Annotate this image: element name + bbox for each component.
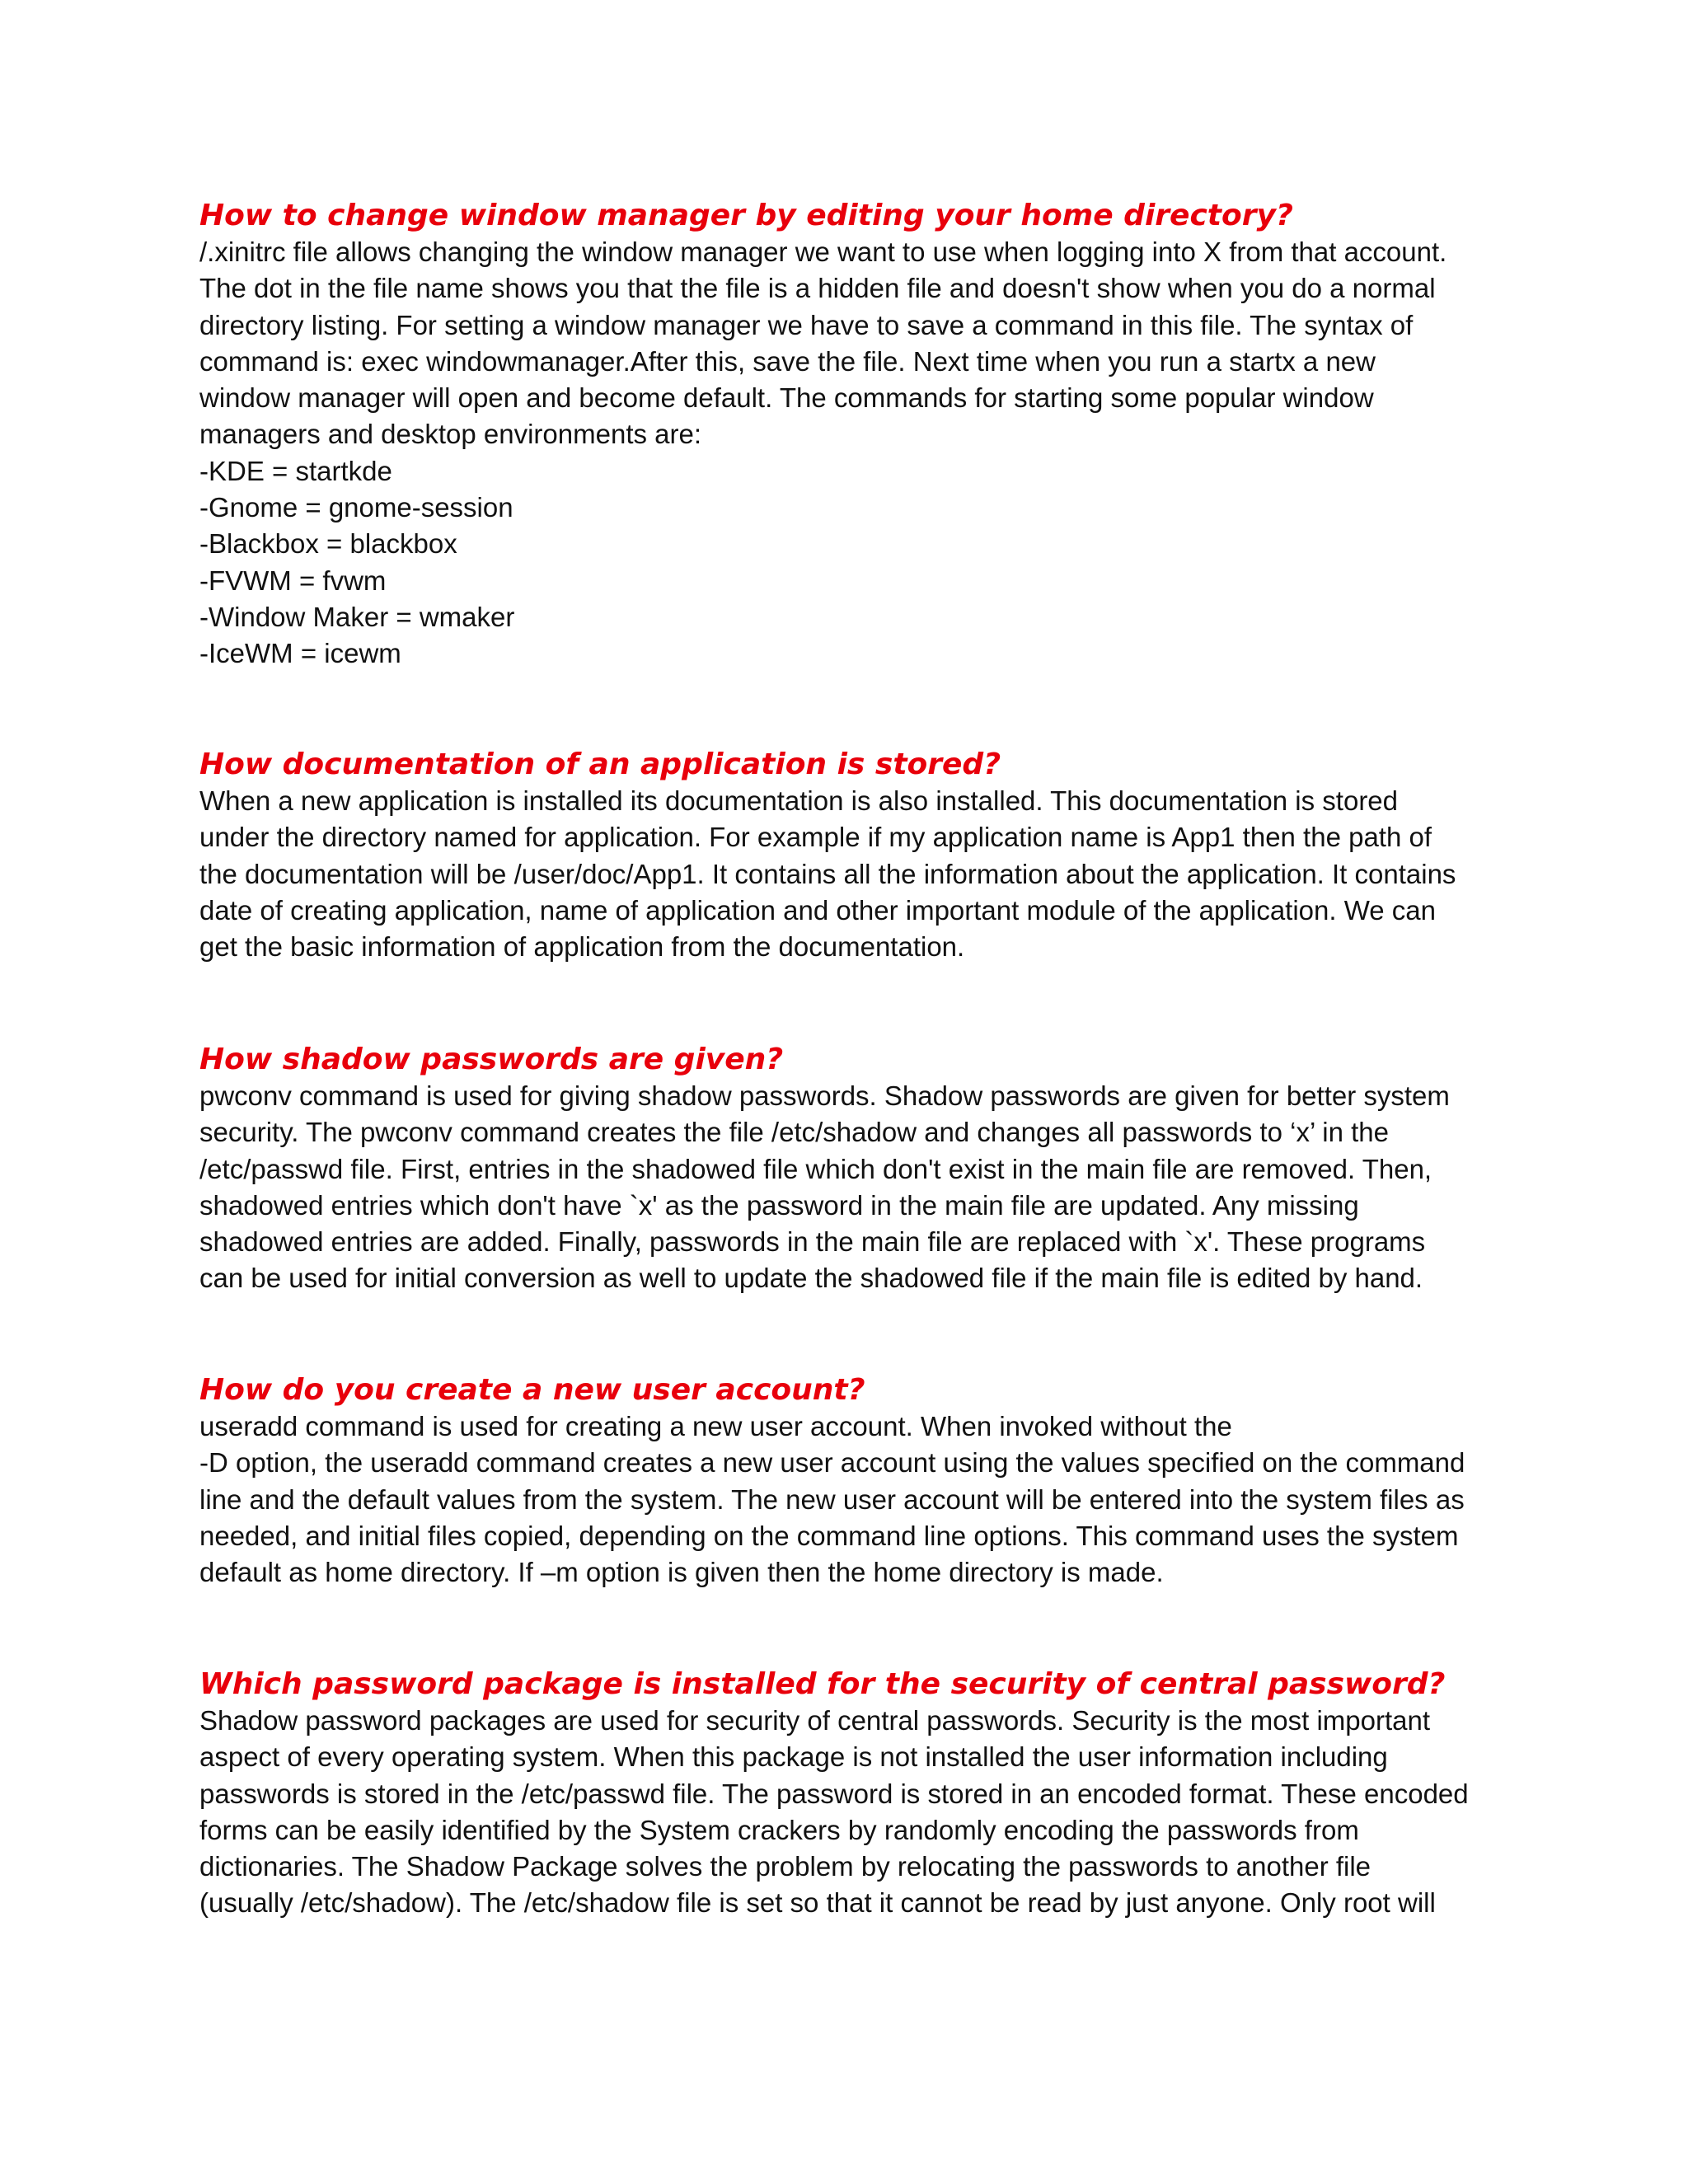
section-body <box>199 1703 1502 1922</box>
body-line: window manager will open and become default. The commands for starting some popular window <box>199 382 1374 414</box>
body-line: can be used for initial conversion as well to update the shadowed file if the main file is edited by hand. <box>199 1263 1423 1294</box>
list-item: -Gnome = gnome-session <box>199 492 513 523</box>
body-line: line and the default values from the system. The new user account will be entered into the system files as <box>199 1483 1465 1515</box>
section-documentation <box>199 747 1502 965</box>
body-line: -D option, the useradd command creates a new user account using the values specified on the command <box>199 1447 1465 1479</box>
body-line: under the directory named for application. For example if my application name is App1 then the path of <box>199 822 1432 853</box>
section-heading: How do you create a new user account? <box>199 1373 865 1407</box>
section-heading: How shadow passwords are given? <box>199 1043 784 1076</box>
section-heading: How to change window manager by editing your home directory? <box>199 199 1293 232</box>
section-heading: Which password package is installed for the security of central password? <box>199 1667 1446 1701</box>
body-line: Shadow password packages are used for security of central passwords. Security is the most important <box>199 1705 1431 1736</box>
body-line: the documentation will be /user/doc/App1. It contains all the information about the application. It contains <box>199 858 1456 889</box>
body-line: needed, and initial files copied, depending on the command line options. This command uses the system <box>199 1520 1459 1551</box>
body-line: directory listing. For setting a window manager we have to save a command in this file. The syntax of <box>199 309 1414 340</box>
section-password-package <box>199 1666 1502 1922</box>
section-window-manager <box>199 198 1502 673</box>
body-line: get the basic information of application from the documentation. <box>199 931 965 963</box>
body-line: useradd command is used for creating a new user account. When invoked without the <box>199 1411 1232 1441</box>
body-line: pwconv command is used for giving shadow passwords. Shadow passwords are given for better system <box>199 1080 1450 1111</box>
body-line: (usually /etc/shadow). The /etc/shadow file is set so that it cannot be read by just anyone. Only root will <box>199 1887 1436 1919</box>
list-item: -Blackbox = blackbox <box>199 528 457 560</box>
list-item: -IceWM = icewm <box>199 638 401 669</box>
body-line: passwords is stored in the /etc/passwd file. The password is stored in an encoded format. These encoded <box>199 1778 1469 1809</box>
section-new-user-account <box>199 1372 1502 1591</box>
section-body <box>199 1408 1502 1591</box>
body-line: date of creating application, name of application and other important module of the application. We can <box>199 894 1437 926</box>
list-item: -KDE = startkde <box>199 455 392 486</box>
body-line: shadowed entries which don't have `x' as the password in the main file are updated. Any missing <box>199 1189 1359 1221</box>
section-heading: How documentation of an application is stored? <box>199 748 1001 781</box>
body-line: /etc/passwd file. First, entries in the shadowed file which don't exist in the main file are removed. Then, <box>199 1153 1432 1184</box>
section-body <box>199 1078 1502 1297</box>
list-item: -Window Maker = wmaker <box>199 601 515 632</box>
body-line: The dot in the file name shows you that the file is a hidden file and doesn't show when you do a normal <box>199 273 1436 304</box>
body-line: dictionaries. The Shadow Package solves the problem by relocating the passwords to another file <box>199 1851 1372 1882</box>
body-line: managers and desktop environments are: <box>199 419 702 450</box>
body-line: aspect of every operating system. When this package is not installed the user information including <box>199 1741 1388 1773</box>
section-shadow-passwords <box>199 1042 1502 1297</box>
body-line: default as home directory. If –m option is given then the home directory is made. <box>199 1557 1164 1588</box>
body-line: forms can be easily identified by the System crackers by randomly encoding the passwords from <box>199 1814 1359 1845</box>
body-line: shadowed entries are added. Finally, passwords in the main file are replaced with `x'. These programs <box>199 1226 1426 1258</box>
body-line: When a new application is installed its documentation is also installed. This documentation is stored <box>199 785 1399 816</box>
body-line: command is: exec windowmanager.After this, save the file. Next time when you run a startx a new <box>199 345 1376 377</box>
section-body <box>199 234 1502 673</box>
section-body <box>199 783 1502 965</box>
body-line: /.xinitrc file allows changing the window manager we want to use when logging into X from that account. <box>199 237 1447 267</box>
list-item: -FVWM = fvwm <box>199 565 387 596</box>
body-line: security. The pwconv command creates the file /etc/shadow and changes all passwords to ‘x’ in the <box>199 1117 1389 1148</box>
